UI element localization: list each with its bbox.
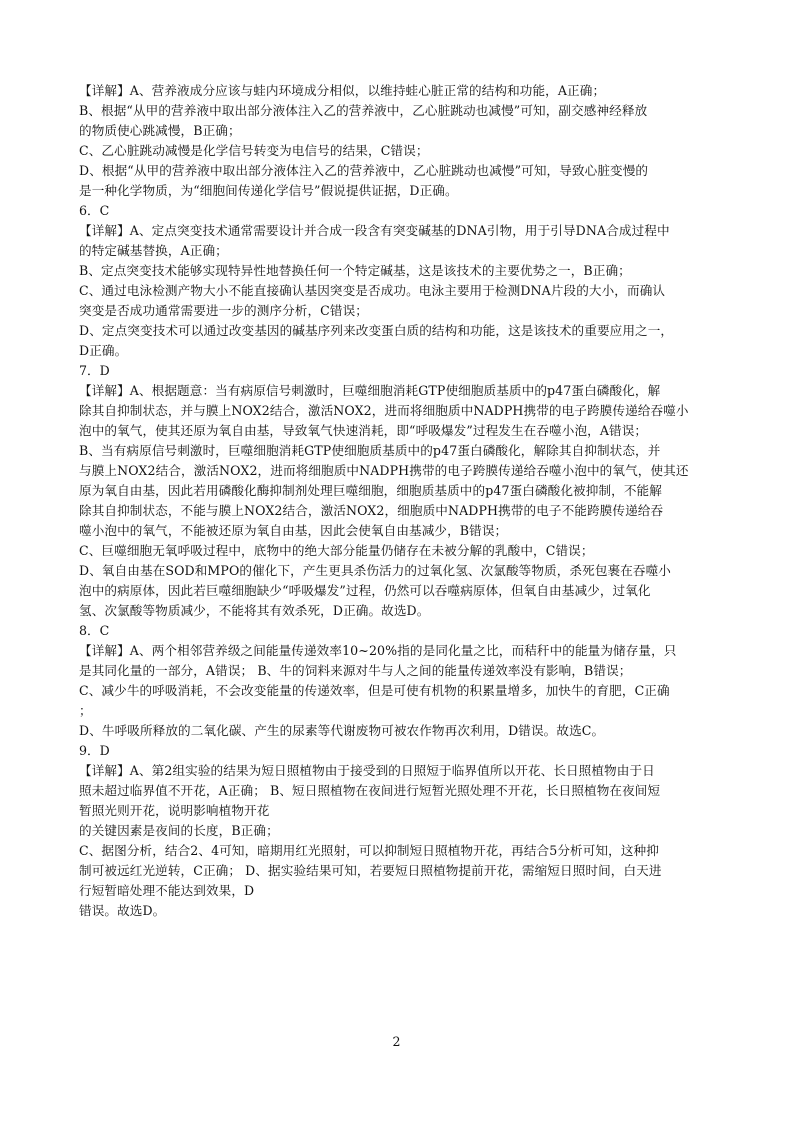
text-line: B、根据“从甲的营养液中取出部分液体注入乙的营养液中，乙心脏跳动也减慢”可知，副交感神经释放 [79,103,648,118]
text-line: 是其同化量的一部分，A错误； B、牛的饲料来源对牛与人之间的能量传递效率没有影响，B错误； [79,663,632,678]
text-line: 暂照光则开花，说明影响植物开花 [79,803,270,818]
text-line: 泡中的氧气，使其还原为氧自由基，导致氧气快速消耗，即“呼吸爆发”过程发生在吞噬小泡，A错误； [79,423,648,438]
question-number: 7．D [79,363,110,378]
text-line: 的关键因素是夜间的长度，B正确； [79,823,279,838]
text-line: 【详解】A、营养液成分应该与蛙内环境成分相似，以维持蛙心脏正常的结构和功能，A正确； [79,83,606,98]
text-line: C、减少牛的呼吸消耗，不会改变能量的传递效率，但是可使有机物的积累量增多，加快牛的育肥，C正确 [79,683,670,698]
text-line: 原为氧自由基，因此若用磷酸化酶抑制剂处理巨噬细胞，细胞质基质中的p47蛋白磷酸化被抑制，不能解 [79,483,662,498]
text-line: 氢、次氯酸等物质减少，不能将其有效杀死，D正确。故选D。 [79,603,430,618]
text-line: C、乙心脏跳动减慢是化学信号转变为电信号的结果，C错误； [79,143,429,158]
question-number: 6．C [79,203,110,218]
text-line: B、定点突变技术能够实现特异性地替换任何一个特定碱基，这是该技术的主要优势之一，B正确； [79,263,631,278]
page-number: 2 [392,1034,401,1049]
text-line: 噬小泡中的氧气，不能被还原为氧自由基，因此会使氧自由基减少，B错误； [79,523,508,538]
text-line: 与膜上NOX2结合，激活NOX2，进而将细胞质中NADPH携带的电子跨膜传递给吞噬小泡中的氧气，使其还 [79,463,689,478]
text-line: 的特定碱基替换，A正确； [79,243,228,258]
text-line: 行短暂暗处理不能达到效果，D [79,883,255,898]
text-line: 【详解】A、两个相邻营养级之间能量传递效率10~20%指的是同化量之比，而秸秆中的能量为储存量，只 [79,643,677,658]
text-line: D、牛呼吸所释放的二氧化碳、产生的尿素等代谢废物可被农作物再次利用，D错误。故选C。 [79,723,605,738]
text-line: B、当有病原信号刺激时，巨噬细胞消耗GTP使细胞质基质中的p47蛋白磷酸化，解除其自抑制状态，并 [79,443,661,458]
text-line: 除其自抑制状态，并与膜上NOX2结合，激活NOX2，进而将细胞质中NADPH携带的电子跨膜传递给吞噬小 [79,403,689,418]
text-line: 制可被远红光逆转，C正确； D、据实验结果可知，若要短日照植物提前开花，需缩短日照时间，白天进 [79,863,662,878]
text-line: D、定点突变技术可以通过改变基因的碱基序列来改变蛋白质的结构和功能，这是该技术的重要应用之一， [79,323,674,338]
answer-explanations [79,81,719,921]
text-line: D、根据“从甲的营养液中取出部分液体注入乙的营养液中，乙心脏跳动也减慢”可知，导致心脏变慢的 [79,163,649,178]
text-line: 的物质使心跳减慢，B正确； [79,123,241,138]
text-line: C、据图分析，结合2、4可知，暗期用红光照射，可以抑制短日照植物开花，再结合5分析可知，这种抑 [79,843,659,858]
text-line: 突变是否成功通常需要进一步的测序分析，C错误； [79,303,368,318]
text-line: D、氧自由基在SOD和MPO的催化下，产生更具杀伤活力的过氧化氢、次氯酸等物质，杀死包裹在吞噬小 [79,563,671,578]
text-line: 【详解】A、第2组实验的结果为短日照植物由于接受到的日照短于临界值所以开花、长日照植物由于日 [79,763,655,778]
text-line: 照未超过临界值不开花，A正确； B、短日照植物在夜间进行短暂光照处理不开花，长日照植物在夜间短 [79,783,661,798]
text-line: ； [79,703,92,718]
text-line: 是一种化学物质，为“细胞间传递化学信号”假说提供证据，D正确。 [79,183,458,198]
text-line: 泡中的病原体，因此若巨噬细胞缺少“呼吸爆发”过程，仍然可以吞噬病原体，但氧自由基减少，过氧化 [79,583,651,598]
text-line: C、巨噬细胞无氧呼吸过程中，底物中的绝大部分能量仍储存在未被分解的乳酸中，C错误； [79,543,594,558]
text-line: 【详解】A、根据题意：当有病原信号刺激时，巨噬细胞消耗GTP使细胞质基质中的p47蛋白磷酸化，解 [79,383,661,398]
question-number: 9．D [79,743,110,758]
text-line: C、通过电泳检测产物大小不能直接确认基因突变是否成功。电泳主要用于检测DNA片段的大小，而确认 [79,283,666,298]
text-line: D正确。 [79,343,128,358]
text-line: 除其自抑制状态，不能与膜上NOX2结合，激活NOX2，细胞质中NADPH携带的电子不能跨膜传递给吞 [79,503,664,518]
question-number: 8．C [79,623,110,638]
text-line: 错误。故选D。 [79,903,166,918]
text-line: 【详解】A、定点突变技术通常需要设计并合成一段含有突变碱基的DNA引物，用于引导DNA合成过程中 [79,223,670,238]
